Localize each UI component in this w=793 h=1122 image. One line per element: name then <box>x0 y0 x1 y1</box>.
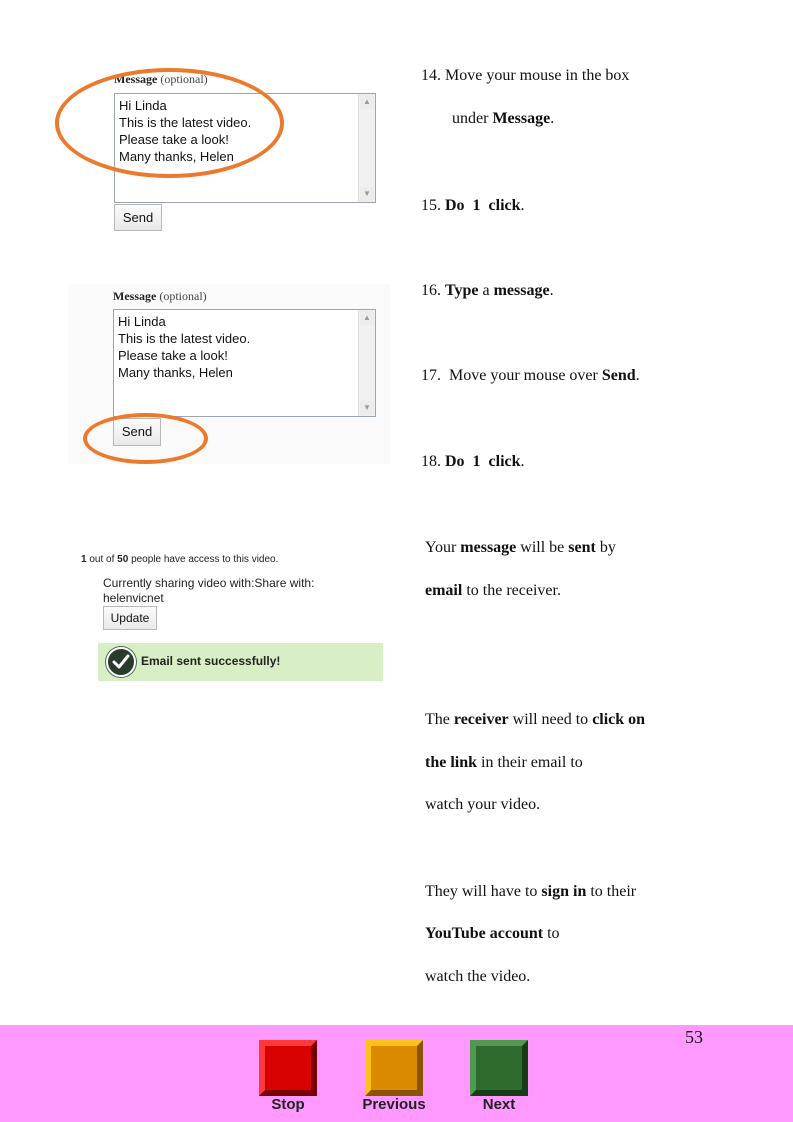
text: in their email to <box>477 754 583 771</box>
text-bold: sign in <box>541 883 587 900</box>
message-label-optional: (optional) <box>160 72 208 86</box>
scroll-up-icon[interactable]: ▲ <box>360 95 374 109</box>
access-count-text <box>81 554 278 565</box>
text: to their <box>586 883 637 900</box>
message-label <box>113 289 207 304</box>
text-bold: sent <box>568 539 596 556</box>
message-label <box>114 72 208 87</box>
scroll-down-icon[interactable]: ▼ <box>360 187 374 201</box>
stop-label[interactable]: Stop <box>271 1096 305 1113</box>
text-bold: Do 1 click <box>445 453 521 470</box>
access-tail: people have access to this video. <box>131 554 279 565</box>
text: under <box>452 110 493 127</box>
step-16 <box>421 282 554 300</box>
text-bold: receiver <box>453 711 509 728</box>
send-button[interactable]: Send <box>114 204 162 231</box>
text-bold: Send <box>601 367 636 384</box>
message-screenshot-2 <box>68 284 390 464</box>
text: . <box>550 110 555 127</box>
text-bold: message <box>493 282 550 299</box>
text: . <box>635 367 640 384</box>
text: . <box>520 197 525 214</box>
access-count: 1 <box>81 554 87 565</box>
message-label-bold: Message <box>113 289 157 303</box>
message-line: Many thanks, Helen <box>118 365 233 380</box>
step-17 <box>421 367 640 385</box>
text-bold: click on <box>592 711 646 728</box>
message-line: Please take a look! <box>118 348 228 363</box>
text: 18. <box>421 453 445 470</box>
text: to the receiver. <box>462 582 561 599</box>
message-line: Hi Linda <box>118 314 166 329</box>
text: a <box>478 282 494 299</box>
text: The <box>425 711 454 728</box>
text-bold: YouTube account <box>425 925 544 942</box>
message-line: Many thanks, Helen <box>119 149 234 164</box>
text-bold: message <box>460 539 517 556</box>
success-banner <box>98 643 383 681</box>
message-line: This is the latest video. <box>118 331 251 346</box>
message-line: Hi Linda <box>119 98 167 113</box>
text: 15. <box>421 197 445 214</box>
text: 17. Move your mouse over <box>421 367 602 384</box>
para-2-line-1 <box>425 711 645 729</box>
previous-label[interactable]: Previous <box>362 1096 426 1113</box>
step-14-line-2 <box>452 110 554 128</box>
para-3-line-1 <box>425 883 636 901</box>
check-icon <box>106 647 136 677</box>
textarea-scrollbar[interactable] <box>358 94 375 202</box>
para-2-line-3: watch your video. <box>425 796 541 813</box>
text: . <box>549 282 554 299</box>
text: 16. <box>421 282 445 299</box>
sharing-line-1: Currently sharing video with:Share with: <box>103 576 315 590</box>
para-3-line-2 <box>425 925 560 943</box>
text-bold: Do 1 click <box>445 197 521 214</box>
success-message: Email sent successfully! <box>141 654 281 668</box>
step-14-line-1: 14. Move your mouse in the box <box>421 67 630 84</box>
text: will need to <box>508 711 593 728</box>
text-bold: email <box>425 582 463 599</box>
update-button[interactable]: Update <box>103 606 157 630</box>
text: will be <box>516 539 569 556</box>
para-1-line-1 <box>425 539 616 557</box>
text: Your <box>425 539 461 556</box>
para-1-line-2 <box>425 582 561 600</box>
next-button[interactable] <box>470 1040 528 1096</box>
text: They will have to <box>425 883 542 900</box>
share-screenshot <box>78 548 393 688</box>
message-line: Please take a look! <box>119 132 229 147</box>
message-screenshot-1 <box>60 68 390 238</box>
text-bold: the link <box>425 754 478 771</box>
step-18 <box>421 453 525 471</box>
textarea-scrollbar[interactable] <box>358 310 375 416</box>
message-line: This is the latest video. <box>119 115 252 130</box>
para-3-line-3: watch the video. <box>425 968 531 985</box>
access-mid: out of <box>89 554 115 565</box>
scroll-down-icon[interactable]: ▼ <box>360 401 374 415</box>
access-total: 50 <box>117 554 129 565</box>
text: to <box>543 925 560 942</box>
text: by <box>595 539 616 556</box>
send-button[interactable]: Send <box>113 418 161 446</box>
message-textarea[interactable] <box>114 93 376 203</box>
page-number: 53 <box>685 1027 703 1047</box>
stop-button[interactable] <box>259 1040 317 1096</box>
message-textarea[interactable] <box>113 309 376 417</box>
text: . <box>520 453 525 470</box>
next-label[interactable]: Next <box>482 1096 516 1113</box>
step-15 <box>421 197 525 215</box>
para-2-line-2 <box>425 754 583 772</box>
message-label-optional: (optional) <box>159 289 207 303</box>
previous-button[interactable] <box>365 1040 423 1096</box>
scroll-up-icon[interactable]: ▲ <box>360 311 374 325</box>
text-bold: Type <box>445 282 479 299</box>
sharing-line-2: helenvicnet <box>103 591 164 605</box>
text-bold: Message <box>492 110 551 127</box>
message-label-bold: Message <box>114 72 158 86</box>
